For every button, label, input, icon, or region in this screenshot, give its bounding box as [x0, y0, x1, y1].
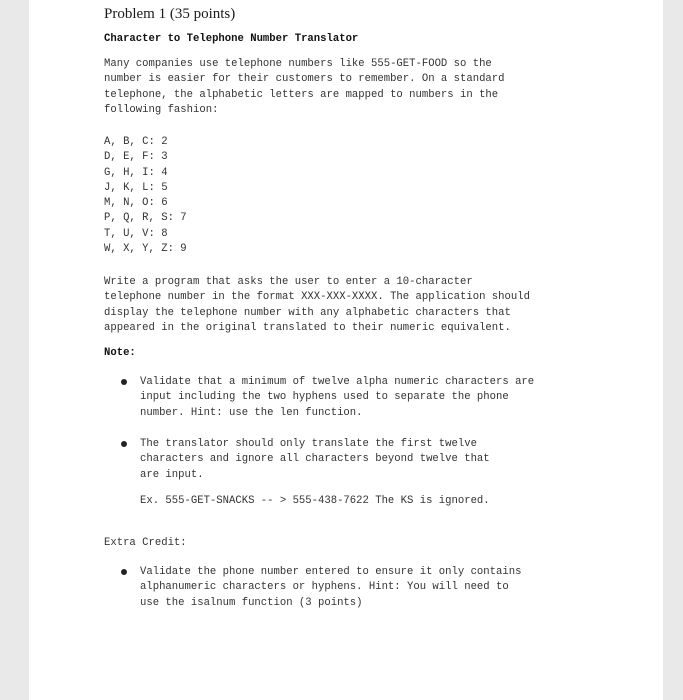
task-line: Write a program that asks the user to enter a 10-character: [104, 276, 473, 288]
mapping-row: M, N, O: 6: [104, 197, 168, 210]
task-line: appeared in the original translated to their numeric equivalent.: [104, 321, 511, 334]
intro-line: number is easier for their customers to remember. On a standard: [104, 73, 505, 86]
example-line: Ex. 555-GET-SNACKS -- > 555-438-7622 The KS is ignored.: [140, 495, 490, 507]
task-line: display the telephone number with any alphabetic characters that: [104, 306, 511, 319]
document-page: [29, 0, 663, 700]
problem-title: Problem 1 (35 points): [104, 6, 236, 22]
intro-paragraph: [104, 57, 505, 118]
letter-mapping-list: [104, 135, 187, 257]
bullet-line: The translator should only translate the first twelve: [140, 438, 477, 450]
problem-subtitle: Character to Telephone Number Translator: [104, 33, 359, 45]
note-bullet-2: [140, 437, 490, 483]
mapping-row: D, E, F: 3: [104, 151, 168, 164]
bullet-line: number. Hint: use the len function.: [140, 406, 363, 419]
mapping-row: J, K, L: 5: [104, 181, 168, 194]
bullet-line: input including the two hyphens used to separate the phone: [140, 391, 509, 404]
task-paragraph: [104, 275, 530, 336]
bullet-line: alphanumeric characters or hyphens. Hint: You will need to: [140, 581, 509, 594]
bullet-line: use the isalnum function (3 points): [140, 596, 363, 609]
bullet-line: Validate the phone number entered to ensure it only contains: [140, 566, 522, 578]
task-line: telephone number in the format XXX-XXX-XXXX. The application should: [104, 291, 530, 304]
bullet-line: characters and ignore all characters beyond twelve that: [140, 453, 490, 466]
bullet-icon: [121, 569, 127, 575]
extra-credit-heading: Extra Credit:: [104, 537, 187, 549]
extra-credit-bullet: [140, 565, 521, 611]
note-heading: Note:: [104, 347, 136, 359]
bullet-line: are input.: [140, 468, 204, 481]
mapping-row: A, B, C: 2: [104, 136, 168, 148]
intro-line: telephone, the alphabetic letters are mapped to numbers in the: [104, 88, 499, 101]
bullet-icon: [121, 379, 127, 385]
intro-line: Many companies use telephone numbers like 555-GET-FOOD so the: [104, 58, 492, 70]
bullet-line: Validate that a minimum of twelve alpha numeric characters are: [140, 376, 535, 388]
mapping-row: G, H, I: 4: [104, 166, 168, 179]
intro-line: following fashion:: [104, 103, 219, 116]
note-bullet-1: [140, 375, 534, 421]
mapping-row: T, U, V: 8: [104, 227, 168, 240]
bullet-icon: [121, 441, 127, 447]
mapping-row: P, Q, R, S: 7: [104, 212, 187, 225]
mapping-row: W, X, Y, Z: 9: [104, 243, 187, 256]
